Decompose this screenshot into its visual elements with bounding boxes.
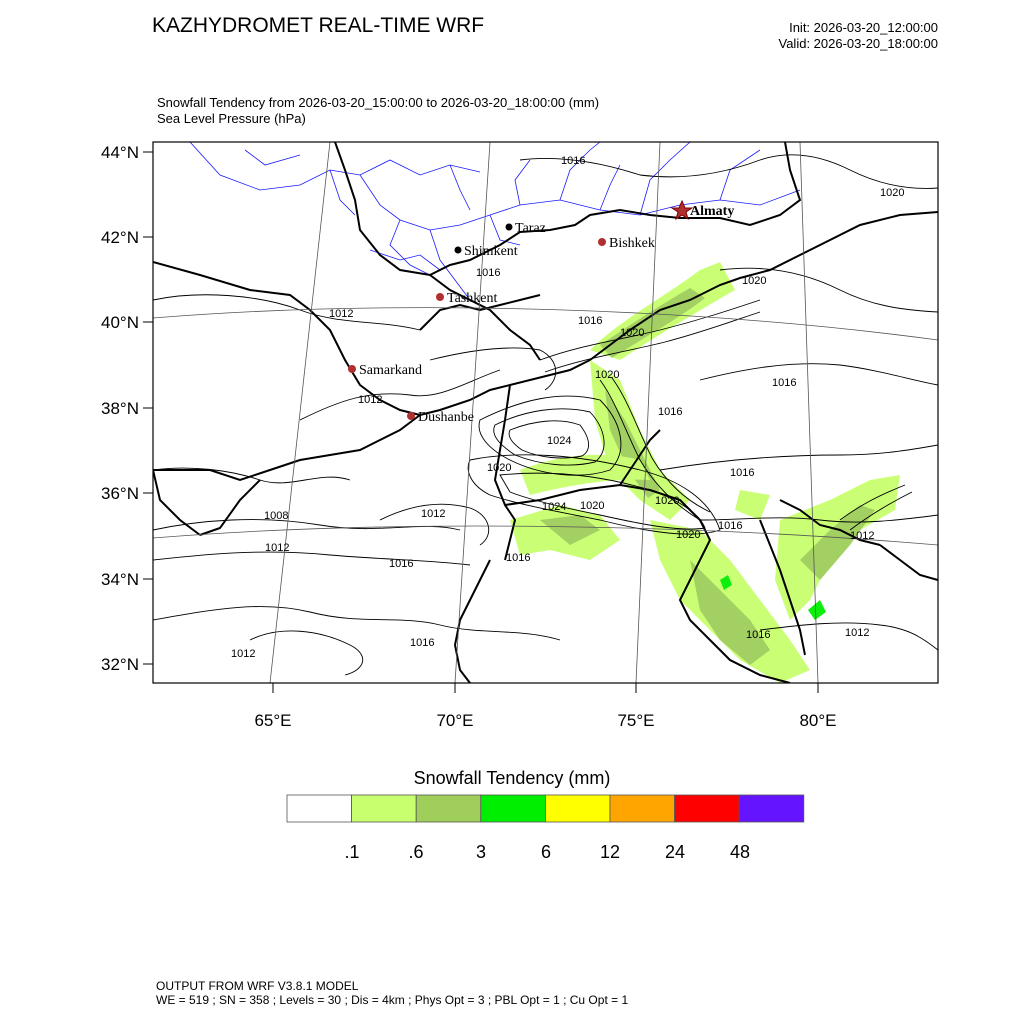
lat-label: 34°N <box>101 570 139 589</box>
colorbar-swatch <box>416 795 481 822</box>
isobar-label: 1012 <box>231 648 256 660</box>
lon-label: 75°E <box>617 711 655 730</box>
lat-label: 44°N <box>101 143 139 162</box>
colorbar-label: 3 <box>475 842 487 862</box>
isobar-label: 1020 <box>595 369 620 381</box>
isobar-label: 1012 <box>265 542 290 554</box>
isobar-label: 1016 <box>578 315 603 327</box>
colorbar-swatch <box>610 795 675 822</box>
longitude-labels <box>254 711 836 730</box>
page-title: KAZHYDROMET REAL-TIME WRF <box>152 14 485 37</box>
lat-label: 40°N <box>101 313 139 332</box>
isobar-label: 1020 <box>487 462 512 474</box>
isobar-label: 1012 <box>329 308 354 320</box>
isobar-label: 1020 <box>620 327 645 339</box>
isobar-label: 1016 <box>730 467 755 479</box>
isobar-label: 1012 <box>845 627 870 639</box>
colorbar-swatch <box>352 795 417 822</box>
colorbar-swatch <box>675 795 740 822</box>
colorbar-label: .1 <box>344 842 360 862</box>
overlay-subtitle: Sea Level Pressure (hPa) <box>157 111 306 126</box>
colorbar-label: 24 <box>664 842 686 862</box>
isobar-label: 1016 <box>410 637 435 649</box>
footer-settings: WE = 519 ; SN = 358 ; Levels = 30 ; Dis = 4km ; Phys Opt = 3 ; PBL Opt = 1 ; Cu Opt = 1 <box>156 993 629 1007</box>
city-label: Tashkent <box>447 291 498 306</box>
isobar-label: 1020 <box>580 500 605 512</box>
colorbar-swatch <box>545 795 610 822</box>
isobar-label: 1012 <box>850 530 875 542</box>
dot-icon <box>455 247 462 254</box>
lat-label: 32°N <box>101 655 139 674</box>
isobar-label: 1020 <box>655 495 680 507</box>
isobar-label: 1012 <box>421 508 446 520</box>
dot-icon <box>436 293 444 301</box>
lon-label: 65°E <box>254 711 292 730</box>
isobar-label: 1016 <box>389 558 414 570</box>
isobar-label: 1016 <box>561 155 586 167</box>
city-shimkent <box>455 244 518 259</box>
city-bishkek <box>598 236 655 251</box>
colorbar-swatch <box>739 795 804 822</box>
isobar-label: 1020 <box>880 187 905 199</box>
isobar-label: 1016 <box>476 267 501 279</box>
dot-icon <box>348 365 356 373</box>
lat-label: 36°N <box>101 484 139 503</box>
isobar-label: 1020 <box>742 275 767 287</box>
colorbar-label: .6 <box>408 842 424 862</box>
colorbar-label: 6 <box>540 842 552 862</box>
colorbar <box>287 795 804 822</box>
snowfall-shading <box>510 262 900 683</box>
isobar-label: 1016 <box>658 406 683 418</box>
lon-label: 80°E <box>799 711 837 730</box>
init-time: Init: 2026-03-20_12:00:00 <box>789 20 938 35</box>
dot-icon <box>506 224 513 231</box>
valid-time: Valid: 2026-03-20_18:00:00 <box>778 36 938 51</box>
lat-label: 42°N <box>101 228 139 247</box>
colorbar-swatch <box>481 795 546 822</box>
city-label: Dushanbe <box>418 410 474 425</box>
dot-icon <box>598 238 606 246</box>
isobar-label: 1024 <box>547 435 572 447</box>
city-almaty <box>672 201 734 219</box>
isobar-label: 1016 <box>746 629 771 641</box>
isobar-label: 1016 <box>772 377 797 389</box>
isobar-label: 1016 <box>718 520 743 532</box>
isobar-label: 1024 <box>542 501 567 513</box>
city-samarkand <box>348 363 422 378</box>
colorbar-label: 48 <box>729 842 751 862</box>
city-label: Samarkand <box>359 363 422 378</box>
isobar-label: 1012 <box>358 394 383 406</box>
colorbar-label: 12 <box>599 842 621 862</box>
dot-icon <box>407 412 415 420</box>
city-label: Shimkent <box>464 244 518 259</box>
colorbar-swatch <box>287 795 352 822</box>
field-subtitle: Snowfall Tendency from 2026-03-20_15:00:00 to 2026-03-20_18:00:00 (mm) <box>157 95 600 110</box>
latitude-labels <box>101 143 139 674</box>
isobar-label: 1020 <box>676 529 701 541</box>
colorbar-title: Snowfall Tendency (mm) <box>413 768 611 788</box>
city-label: Taraz <box>515 221 546 236</box>
city-tashkent <box>436 291 497 306</box>
isobar-label: 1008 <box>264 510 289 522</box>
lat-label: 38°N <box>101 399 139 418</box>
city-label: Bishkek <box>609 236 655 251</box>
city-dushanbe <box>407 410 474 425</box>
isobar-label: 1016 <box>506 552 531 564</box>
footer-model: OUTPUT FROM WRF V3.8.1 MODEL <box>156 979 359 993</box>
city-label: Almaty <box>690 204 735 219</box>
city-taraz <box>506 221 546 236</box>
lon-label: 70°E <box>436 711 474 730</box>
